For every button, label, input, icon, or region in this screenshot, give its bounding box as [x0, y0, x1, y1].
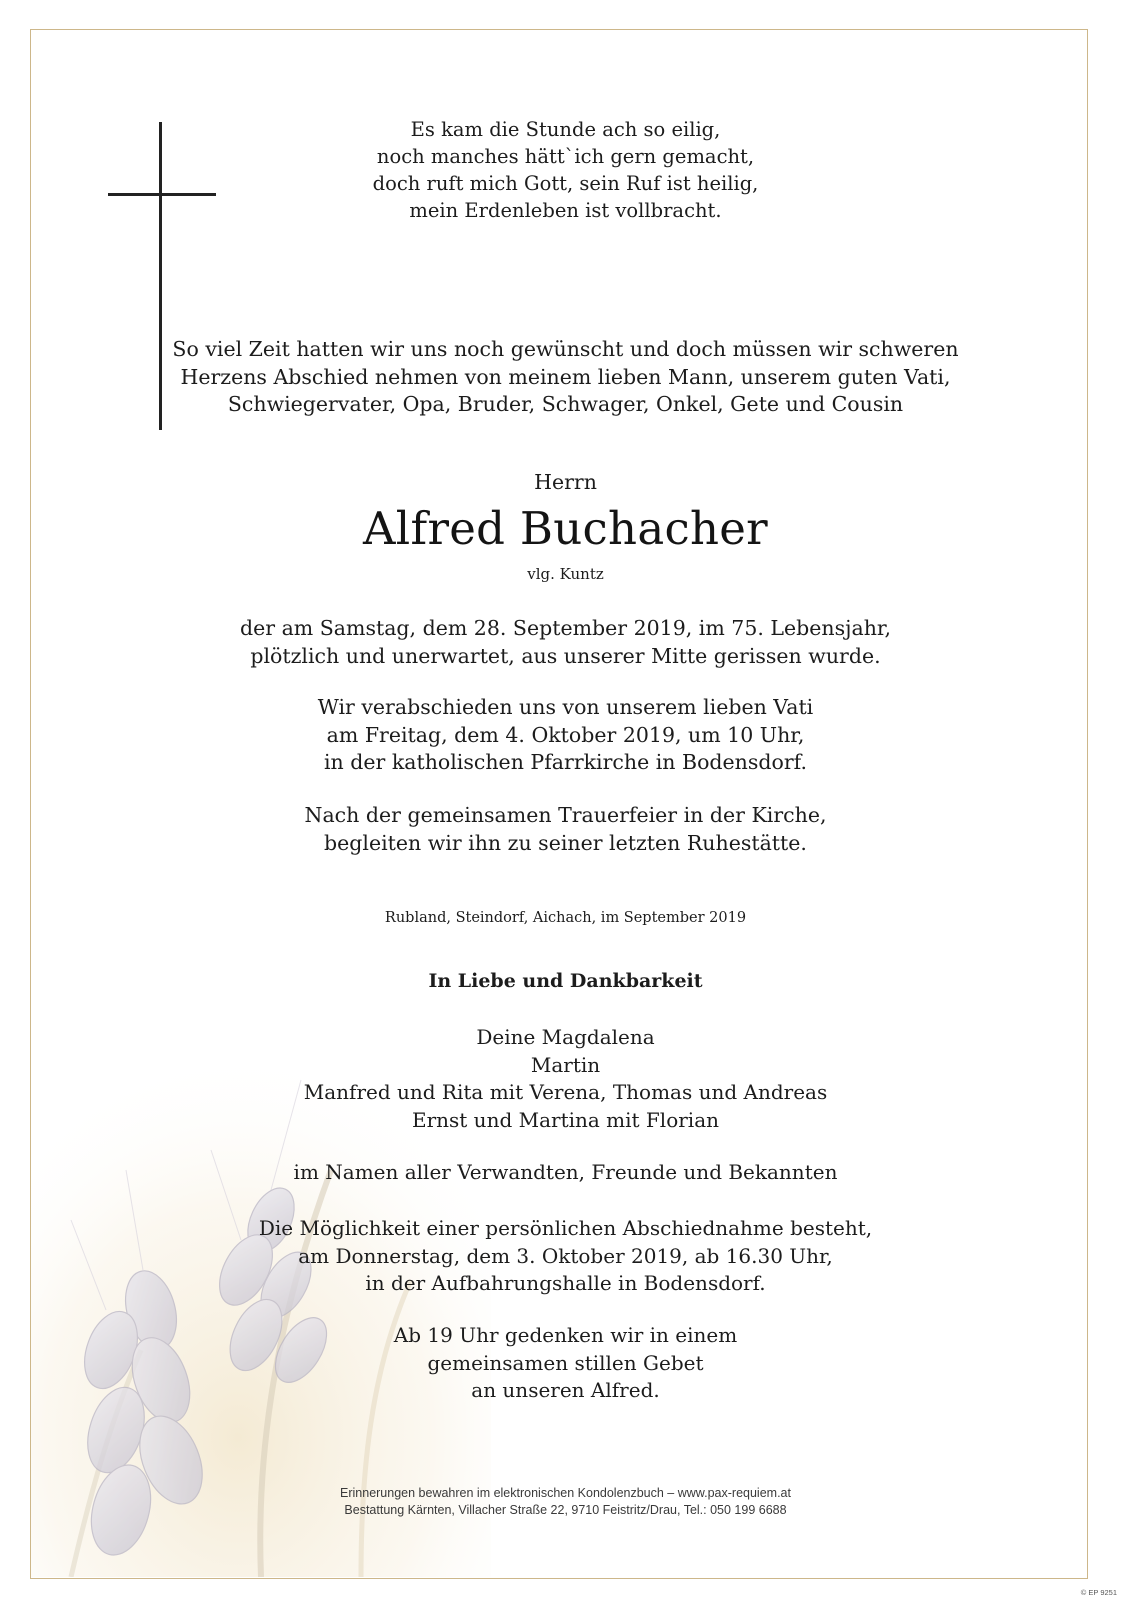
death-notice: [0, 615, 1131, 670]
intro-paragraph: [0, 336, 1131, 419]
burial-line: Nach der gemeinsamen Trauerfeier in der Kirche,: [304, 803, 827, 827]
place-date: Rubland, Steindorf, Aichach, im September 2019: [384, 910, 747, 926]
funeral-service-info: [0, 694, 1131, 777]
intro-line: So viel Zeit hatten wir uns noch gewünscht und doch müssen wir schweren: [172, 337, 959, 361]
prayer-line: Ab 19 Uhr gedenken wir in einem: [393, 1323, 738, 1347]
death-notice-line: plötzlich und unerwartet, aus unserer Mitte gerissen wurde.: [250, 643, 881, 668]
poem-verse: [0, 116, 1131, 224]
mourner-line: Manfred und Rita mit Verena, Thomas und Andreas: [303, 1080, 828, 1104]
intro-line: Schwiegervater, Opa, Bruder, Schwager, Onkel, Gete und Cousin: [227, 392, 904, 416]
footer-imprint: [0, 1485, 1131, 1519]
verse-line: Es kam die Stunde ach so eilig,: [410, 118, 721, 141]
viewing-line: Die Möglichkeit einer persönlichen Abschiednahme besteht,: [258, 1216, 873, 1240]
funeral-service-line: am Freitag, dem 4. Oktober 2019, um 10 Uhr,: [326, 722, 805, 747]
funeral-service-line: Wir verabschieden uns von unserem lieben Vati: [317, 695, 814, 719]
intro-line: Herzens Abschied nehmen von meinem lieben Mann, unserem guten Vati,: [180, 364, 951, 389]
mourners-list: [0, 1024, 1131, 1134]
relatives-note: im Namen aller Verwandten, Freunde und Bekannten: [293, 1160, 838, 1184]
thanks-heading: In Liebe und Dankbarkeit: [428, 970, 703, 992]
document-code: © EP 9251: [1080, 1588, 1117, 1597]
viewing-info: [0, 1215, 1131, 1298]
burial-line: begleiten wir ihn zu seiner letzten Ruhestätte.: [324, 830, 807, 855]
mourner-line: Ernst und Martina mit Florian: [411, 1107, 719, 1132]
prayer-line: gemeinsamen stillen Gebet: [427, 1350, 704, 1375]
verse-line: noch manches hätt`ich gern gemacht,: [376, 145, 755, 168]
prayer-info: [0, 1322, 1131, 1405]
deceased-name: Alfred Buchacher: [363, 502, 768, 555]
footer-condolence-line: Erinnerungen bewahren im elektronischen Kondolenzbuch – www.pax-requiem.at: [340, 1486, 791, 1500]
burial-info: [0, 802, 1131, 857]
funeral-service-line: in der katholischen Pfarrkirche in Bodensdorf.: [323, 750, 808, 774]
viewing-line: am Donnerstag, dem 3. Oktober 2019, ab 16.30 Uhr,: [298, 1243, 833, 1268]
mourner-line: Martin: [530, 1052, 601, 1077]
footer-address-line: Bestattung Kärnten, Villacher Straße 22, 9710 Feistritz/Drau, Tel.: 050 199 6688: [344, 1503, 787, 1517]
salutation: Herrn: [534, 470, 597, 494]
prayer-line: an unseren Alfred.: [471, 1378, 660, 1402]
viewing-line: in der Aufbahrungshalle in Bodensdorf.: [365, 1271, 766, 1295]
verse-line: doch ruft mich Gott, sein Ruf ist heilig,: [372, 172, 759, 195]
deceased-alias: vlg. Kuntz: [527, 565, 604, 583]
mourner-line: Deine Magdalena: [476, 1025, 655, 1049]
verse-line: mein Erdenleben ist vollbracht.: [409, 199, 722, 222]
death-notice-line: der am Samstag, dem 28. September 2019, im 75. Lebensjahr,: [240, 616, 891, 640]
